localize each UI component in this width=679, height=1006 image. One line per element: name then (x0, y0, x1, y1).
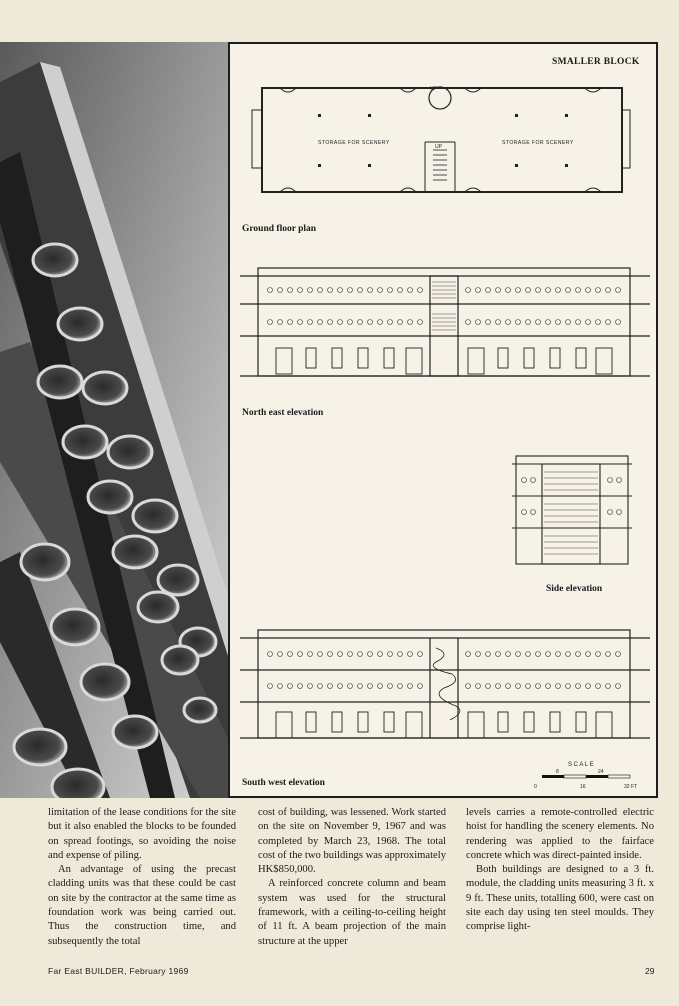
paragraph: A reinforced concrete column and beam system was used for the structural framework, with a ceiling-to-ceiling height of 11 ft. A beam projection of the main structure at the upper (258, 878, 446, 947)
side-caption: Side elevation (546, 584, 603, 594)
ne-caption: North east elevation (242, 408, 324, 418)
text-column-1 (48, 806, 236, 949)
scale-bar (520, 758, 650, 794)
paragraph: levels carries a remote-controlled electric hoist for handling the scenery elements. No rendering was applied to the fairface concrete which was direct-painted inside. (466, 807, 654, 861)
south-west-elevation (240, 626, 650, 746)
north-east-elevation (240, 264, 650, 384)
stair-label-top: UP (430, 86, 437, 92)
facade-photo (0, 42, 230, 798)
text-column-2 (258, 806, 446, 949)
plan-room-right: STORAGE FOR SCENERY (502, 140, 574, 146)
scale-tick-0: 0 (534, 784, 537, 790)
scale-tick-24: 24 (598, 769, 604, 775)
plan-room-left: STORAGE FOR SCENERY (318, 140, 390, 146)
paragraph: An advantage of using the precast cladding units was that these could be cast on site by the contractor at the same time as foundation work was being carried out. Thus the construction time, and subsequently the total (48, 864, 236, 947)
paragraph: Both buildings are designed to a 3 ft. module, the cladding units measuring 3 ft. x 9 ft. These units, totalling 600, were cast on site each day using ten steel moulds. They comprise light- (466, 864, 654, 933)
ground-floor-plan (250, 80, 632, 200)
publication-footer: Far East BUILDER, February 1969 (48, 966, 189, 976)
side-elevation (512, 452, 632, 568)
sw-caption: South west elevation (242, 778, 325, 788)
figure-title: SMALLER BLOCK (552, 57, 640, 67)
scale-tick-32: 32 FT (624, 784, 638, 790)
paragraph: cost of building, was lessened. Work started on the site on November 9, 1967 and was completed by March 23, 1968. The total cost of the two buildings was approximately HK$850,000. (258, 807, 446, 876)
scale-tick-16: 16 (580, 784, 586, 790)
facade-photo-illustration (0, 42, 230, 798)
page-number: 29 (645, 966, 655, 976)
scale-title: SCALE (568, 762, 596, 768)
scale-tick-8: 8 (556, 769, 559, 775)
text-column-3 (466, 806, 654, 935)
plan-caption: Ground floor plan (242, 224, 317, 234)
drawing-panel (228, 42, 658, 798)
paragraph: limitation of the lease conditions for the site but it also enabled the blocks to be founded on spread footings, so avoiding the noise and expense of piling. (48, 807, 236, 861)
stair-label-mid: UP (435, 144, 442, 150)
